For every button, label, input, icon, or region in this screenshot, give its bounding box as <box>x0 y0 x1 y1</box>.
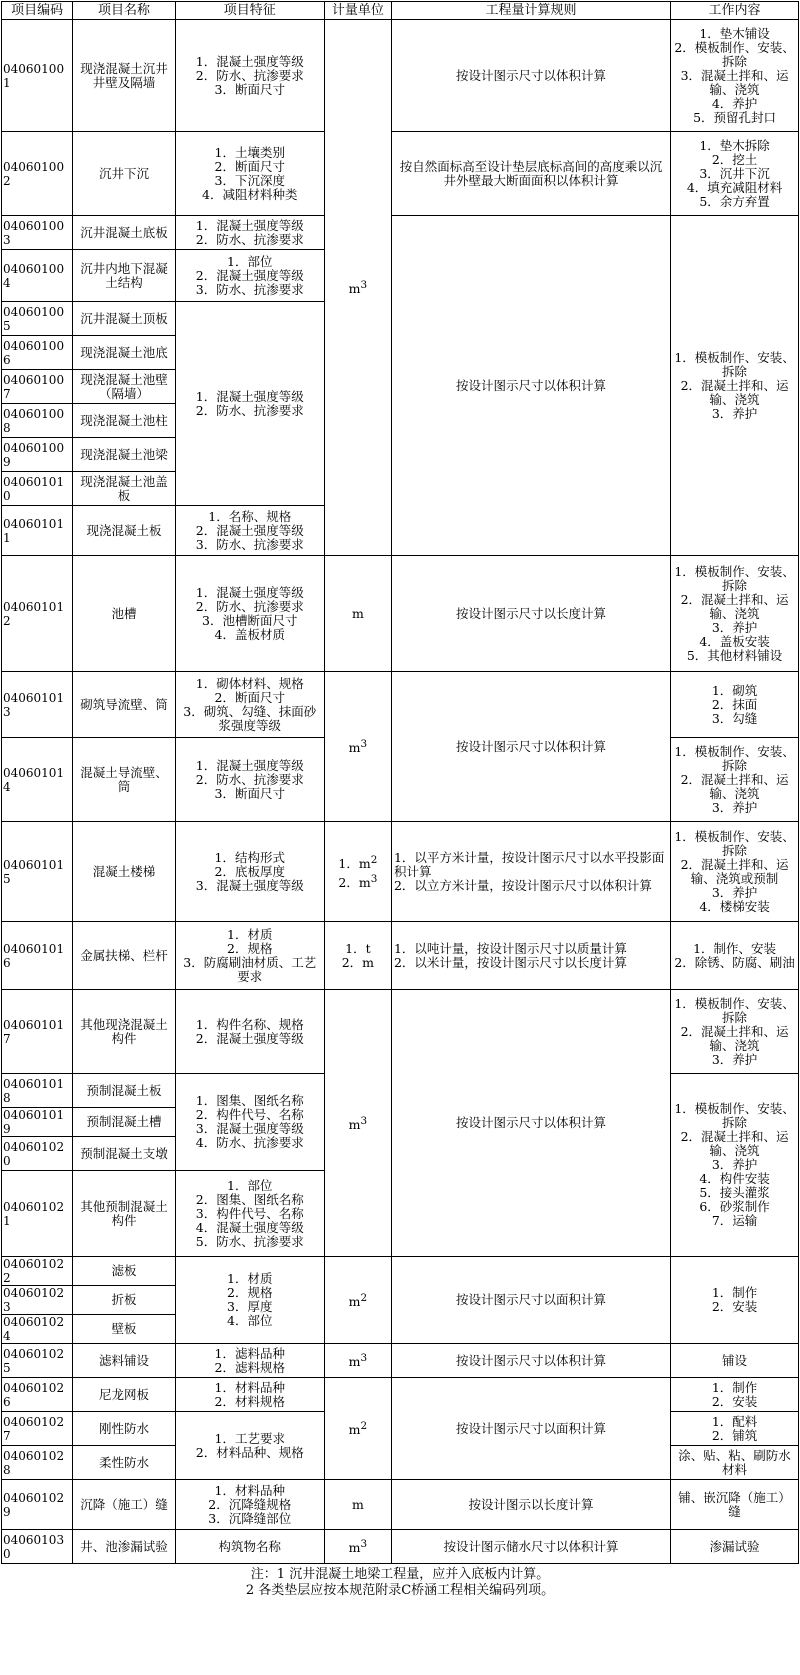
unit-cell: m <box>324 1480 391 1530</box>
item-feature: 1．混凝土强度等级 2．防水、抗渗要求 <box>175 216 324 250</box>
item-name: 井、池渗漏试验 <box>73 1530 175 1564</box>
work-cell: 1．垫木拆除 2．挖土 3．沉井下沉 4．填充减阻材料 5．余方弃置 <box>671 132 799 216</box>
header-work: 工作内容 <box>671 2 799 20</box>
item-name: 其他现浇混凝土构件 <box>73 990 175 1074</box>
unit-cell: m <box>324 556 391 672</box>
item-feature: 1．土壤类别 2．断面尺寸 3．下沉深度 4．减阻材料种类 <box>175 132 324 216</box>
unit-superscript: 2 <box>360 1291 368 1304</box>
rule-cell: 按设计图示尺寸以体积计算 <box>391 990 670 1257</box>
item-feature: 1．滤料品种 2．滤料规格 <box>175 1344 324 1378</box>
unit-superscript: 3 <box>360 1538 368 1551</box>
work-cell: 涂、贴、粘、刷防水材料 <box>671 1446 799 1480</box>
item-name: 刚性防水 <box>73 1412 175 1446</box>
item-code: 040601026 <box>2 1378 73 1412</box>
item-code: 040601009 <box>2 438 73 472</box>
work-cell: 1．制作、安装 2．除锈、防腐、刷油 <box>671 922 799 990</box>
unit-cell <box>324 20 391 556</box>
unit-cell: 1．t 2．m <box>324 922 391 990</box>
item-name: 柔性防水 <box>73 1446 175 1480</box>
table-row <box>2 556 799 672</box>
item-feature: 1．材质 2．规格 3．厚度 4．部位 <box>175 1257 324 1344</box>
rule-cell: 按设计图示尺寸以体积计算 <box>391 1344 670 1378</box>
unit-cell <box>324 1344 391 1378</box>
rule-cell: 按设计图示尺寸以体积计算 <box>391 216 670 556</box>
item-name: 现浇混凝土池盖板 <box>73 472 175 506</box>
item-feature: 1．混凝土强度等级 2．防水、抗渗要求 3．池槽断面尺寸 4．盖板材质 <box>175 556 324 672</box>
rule-cell: 按设计图示储水尺寸以体积计算 <box>391 1530 670 1564</box>
item-code: 040601013 <box>2 672 73 738</box>
work-cell: 铺、嵌沉降（施工）缝 <box>671 1480 799 1530</box>
item-code: 040601017 <box>2 990 73 1074</box>
work-cell: 1．模板制作、安装、拆除 2．混凝土拌和、运输、浇筑 3．养护 <box>671 216 799 556</box>
item-name: 滤料铺设 <box>73 1344 175 1378</box>
item-feature: 1．混凝土强度等级 2．防水、抗渗要求 3．断面尺寸 <box>175 20 324 132</box>
item-code: 040601029 <box>2 1480 73 1530</box>
item-code: 040601028 <box>2 1446 73 1480</box>
unit-option-2: 2．m <box>338 874 371 890</box>
item-name: 沉井内地下混凝土结构 <box>73 250 175 302</box>
item-code: 040601021 <box>2 1171 73 1257</box>
bill-of-quantities-table <box>1 1 799 1602</box>
work-cell: 1．模板制作、安装、拆除 2．混凝土拌和、运输、浇筑或预制 3．养护 4．楼梯安装 <box>671 822 799 922</box>
work-cell: 1．砌筑 2．抹面 3．勾缝 <box>671 672 799 738</box>
item-feature: 1．部位 2．混凝土强度等级 3．防水、抗渗要求 <box>175 250 324 302</box>
item-name: 滤板 <box>73 1257 175 1286</box>
item-code: 040601003 <box>2 216 73 250</box>
item-code: 040601008 <box>2 404 73 438</box>
item-name: 金属扶梯、栏杆 <box>73 922 175 990</box>
work-cell: 1．配料 2．铺筑 <box>671 1412 799 1446</box>
item-code: 040601012 <box>2 556 73 672</box>
item-feature: 1．工艺要求 2．材料品种、规格 <box>175 1412 324 1480</box>
item-name: 沉井下沉 <box>73 132 175 216</box>
table-row <box>2 1257 799 1286</box>
item-name: 砌筑导流壁、筒 <box>73 672 175 738</box>
work-cell: 铺设 <box>671 1344 799 1378</box>
header-rule: 工程量计算规则 <box>391 2 670 20</box>
notes-row <box>2 1564 799 1602</box>
unit-text: m <box>348 281 361 297</box>
item-code: 040601025 <box>2 1344 73 1378</box>
item-name: 尼龙网板 <box>73 1378 175 1412</box>
work-cell: 1．模板制作、安装、拆除 2．混凝土拌和、运输、浇筑 3．养护 <box>671 990 799 1074</box>
unit-superscript: 2 <box>370 854 378 867</box>
item-code: 040601018 <box>2 1074 73 1108</box>
header-unit: 计量单位 <box>324 2 391 20</box>
item-code: 040601006 <box>2 336 73 370</box>
item-code: 040601015 <box>2 822 73 922</box>
item-code: 040601023 <box>2 1286 73 1315</box>
unit-superscript: 3 <box>360 279 368 292</box>
unit-option-1: 1．m <box>338 856 371 872</box>
item-code: 040601014 <box>2 738 73 822</box>
unit-text: m <box>348 1117 361 1133</box>
item-code: 040601010 <box>2 472 73 506</box>
table-row <box>2 1530 799 1564</box>
item-name: 折板 <box>73 1286 175 1315</box>
item-feature: 1．材料品种 2．材料规格 <box>175 1378 324 1412</box>
unit-cell <box>324 1530 391 1564</box>
item-feature: 1．图集、图纸名称 2．构件代号、名称 3．混凝土强度等级 4．防水、抗渗要求 <box>175 1074 324 1171</box>
item-feature: 1．材料品种 2．沉降缝规格 3．沉降缝部位 <box>175 1480 324 1530</box>
item-name: 其他预制混凝土构件 <box>73 1171 175 1257</box>
unit-cell <box>324 1257 391 1344</box>
unit-text: m <box>348 1354 361 1370</box>
work-cell: 1．模板制作、安装、拆除 2．混凝土拌和、运输、浇筑 3．养护 <box>671 738 799 822</box>
item-name: 现浇混凝土池柱 <box>73 404 175 438</box>
item-feature: 1．混凝土强度等级 2．防水、抗渗要求 <box>175 302 324 506</box>
item-name: 预制混凝土槽 <box>73 1108 175 1137</box>
item-code: 040601024 <box>2 1315 73 1344</box>
item-feature: 1．名称、规格 2．混凝土强度等级 3．防水、抗渗要求 <box>175 506 324 556</box>
table-row <box>2 1378 799 1412</box>
rule-cell: 按设计图示尺寸以体积计算 <box>391 20 670 132</box>
item-feature: 1．材质 2．规格 3．防腐刷油材质、工艺要求 <box>175 922 324 990</box>
item-code: 040601022 <box>2 1257 73 1286</box>
work-cell: 渗漏试验 <box>671 1530 799 1564</box>
unit-text: m <box>348 1294 361 1310</box>
item-name: 现浇混凝土沉井井壁及隔墙 <box>73 20 175 132</box>
unit-superscript: 3 <box>360 1352 368 1365</box>
table-row <box>2 672 799 738</box>
table-row <box>2 132 799 216</box>
item-name: 混凝土导流壁、筒 <box>73 738 175 822</box>
unit-superscript: 2 <box>360 1420 368 1433</box>
item-feature: 1．砌体材料、规格 2．断面尺寸 3．砌筑、勾缝、抹面砂浆强度等级 <box>175 672 324 738</box>
item-feature: 1．部位 2．图集、图纸名称 3．构件代号、名称 4．混凝土强度等级 5．防水、抗渗要求 <box>175 1171 324 1257</box>
unit-cell <box>324 822 391 922</box>
note-line-2: 2 各类垫层应按本规范附录C桥涵工程相关编码列项。 <box>245 1582 555 1598</box>
item-name: 现浇混凝土池壁（隔墙） <box>73 370 175 404</box>
unit-superscript: 3 <box>360 1114 368 1127</box>
item-code: 040601027 <box>2 1412 73 1446</box>
unit-cell <box>324 990 391 1257</box>
item-code: 040601019 <box>2 1108 73 1137</box>
unit-superscript: 3 <box>360 738 368 751</box>
work-cell: 1．模板制作、安装、拆除 2．混凝土拌和、运输、浇筑 3．养护 4．构件安装 5．接头灌浆 6．砂浆制作 7．运输 <box>671 1074 799 1257</box>
item-name: 沉降（施工）缝 <box>73 1480 175 1530</box>
table-notes <box>2 1564 799 1602</box>
rule-cell: 按设计图示尺寸以面积计算 <box>391 1257 670 1344</box>
item-name: 现浇混凝土板 <box>73 506 175 556</box>
item-feature: 1．构件名称、规格 2．混凝土强度等级 <box>175 990 324 1074</box>
work-cell: 1．制作 2．安装 <box>671 1257 799 1344</box>
table-row <box>2 990 799 1074</box>
table-row <box>2 1480 799 1530</box>
item-code: 040601030 <box>2 1530 73 1564</box>
unit-text: m <box>348 1540 361 1556</box>
item-name: 池槽 <box>73 556 175 672</box>
rule-cell: 按设计图示尺寸以体积计算 <box>391 672 670 822</box>
header-row <box>2 2 799 20</box>
item-name: 预制混凝土支墩 <box>73 1137 175 1171</box>
table-row <box>2 1344 799 1378</box>
table-row <box>2 922 799 990</box>
item-name: 预制混凝土板 <box>73 1074 175 1108</box>
note-line-1: 注：1 沉井混凝土地梁工程量，应并入底板内计算。 <box>250 1566 550 1582</box>
table-row <box>2 20 799 132</box>
item-feature: 构筑物名称 <box>175 1530 324 1564</box>
rule-cell: 按设计图示以长度计算 <box>391 1480 670 1530</box>
unit-cell <box>324 672 391 822</box>
item-code: 040601011 <box>2 506 73 556</box>
item-feature: 1．混凝土强度等级 2．防水、抗渗要求 3．断面尺寸 <box>175 738 324 822</box>
item-name: 现浇混凝土池底 <box>73 336 175 370</box>
rule-cell: 1．以平方米计量，按设计图示尺寸以水平投影面积计算 2．以立方米计量，按设计图示尺寸以体积计算 <box>391 822 670 922</box>
item-code: 040601002 <box>2 132 73 216</box>
unit-cell <box>324 1378 391 1480</box>
unit-superscript: 3 <box>370 872 378 885</box>
item-code: 040601004 <box>2 250 73 302</box>
item-code: 040601001 <box>2 20 73 132</box>
work-cell: 1．制作 2．安装 <box>671 1378 799 1412</box>
rule-cell: 按设计图示尺寸以面积计算 <box>391 1378 670 1480</box>
item-name: 现浇混凝土池梁 <box>73 438 175 472</box>
rule-cell: 按自然面标高至设计垫层底标高间的高度乘以沉井外壁最大断面面积以体积计算 <box>391 132 670 216</box>
item-code: 040601020 <box>2 1137 73 1171</box>
header-code: 项目编码 <box>2 2 73 20</box>
work-cell: 1．垫木铺设 2．模板制作、安装、拆除 3．混凝土拌和、运输、浇筑 4．养护 5．预留孔封口 <box>671 20 799 132</box>
item-name: 沉井混凝土底板 <box>73 216 175 250</box>
table-row <box>2 216 799 250</box>
table-row <box>2 822 799 922</box>
item-feature: 1．结构形式 2．底板厚度 3．混凝土强度等级 <box>175 822 324 922</box>
item-name: 混凝土楼梯 <box>73 822 175 922</box>
rule-cell: 按设计图示尺寸以长度计算 <box>391 556 670 672</box>
item-code: 040601016 <box>2 922 73 990</box>
header-feature: 项目特征 <box>175 2 324 20</box>
item-name: 沉井混凝土顶板 <box>73 302 175 336</box>
item-code: 040601007 <box>2 370 73 404</box>
work-cell: 1．模板制作、安装、拆除 2．混凝土拌和、运输、浇筑 3．养护 4．盖板安装 5．其他材料铺设 <box>671 556 799 672</box>
unit-text: m <box>348 1422 361 1438</box>
item-name: 壁板 <box>73 1315 175 1344</box>
header-name: 项目名称 <box>73 2 175 20</box>
item-code: 040601005 <box>2 302 73 336</box>
rule-cell: 1．以吨计量，按设计图示尺寸以质量计算 2．以米计量，按设计图示尺寸以长度计算 <box>391 922 670 990</box>
unit-text: m <box>348 740 361 756</box>
